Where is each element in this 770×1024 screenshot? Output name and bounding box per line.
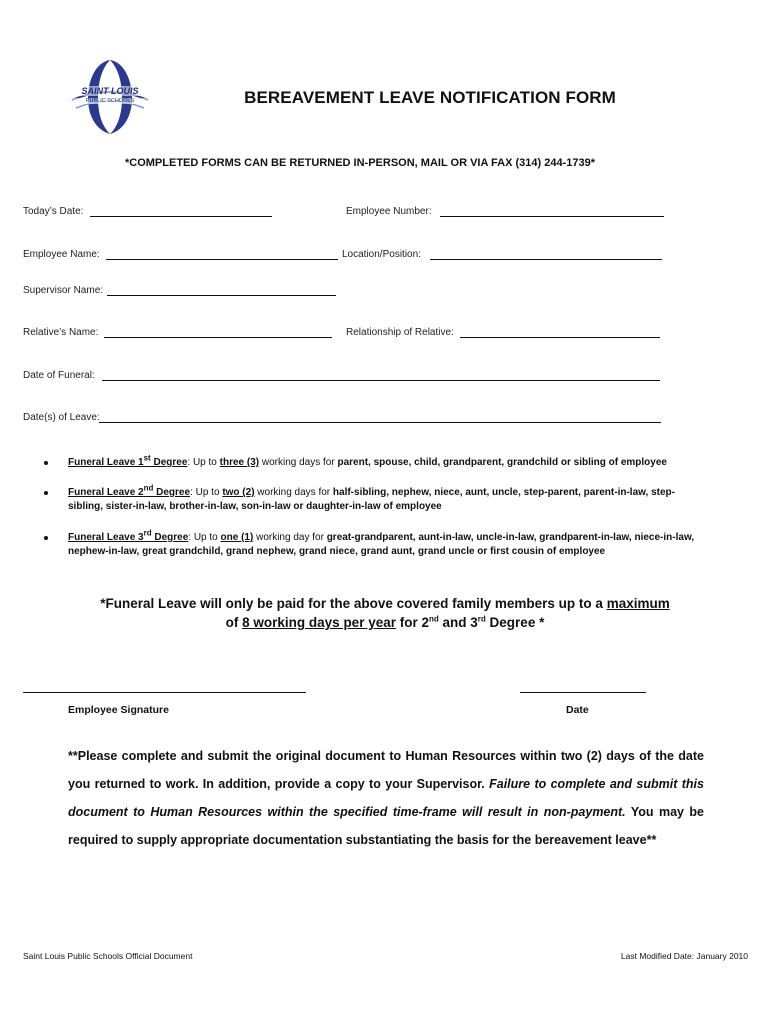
saint-louis-public-schools-logo [62, 56, 158, 136]
degree-heading: Funeral Leave 2nd Degree [68, 483, 191, 498]
list-item: Funeral Leave 1st Degree: Up to three (3) working days for parent, spouse, child, grandparent, grandchild or sibling of employee [38, 456, 708, 470]
leave-limit: two (2) [222, 487, 255, 498]
supervisor-name-field[interactable] [107, 295, 336, 296]
signature-date-field[interactable] [520, 692, 646, 693]
date-of-funeral-label: Date of Funeral: [23, 370, 95, 381]
funeral-leave-note: *Funeral Leave will only be paid for the above covered family members up to a maximum of 8 working days per year for 2nd and 3rd Degree * [100, 596, 670, 630]
covered-relatives: parent, spouse, child, grandparent, grandchild or sibling of employee [337, 457, 667, 468]
dates-of-leave-field[interactable] [99, 422, 661, 423]
form-title: BEREAVEMENT LEAVE NOTIFICATION FORM [244, 88, 616, 107]
covered-relatives: half-sibling, nephew, niece, aunt, uncle, step-parent, parent-in-law, step-sibling, sister-in-law, brother-in-law, son-in-law or daughter-in-law of employee [68, 487, 675, 512]
employee-number-field[interactable] [440, 216, 664, 217]
dates-of-leave-label: Date(s) of Leave: [23, 412, 100, 423]
list-item: Funeral Leave 3rd Degree: Up to one (1) working day for great-grandparent, aunt-in-law, uncle-in-law, grandparent-in-law, niece-in-law, nephew-in-law, great grandchild, grand nephew, grand niece, grand aunt, grand uncle or first cousin of employee [38, 531, 708, 559]
relatives-name-field[interactable] [104, 337, 332, 338]
location-position-field[interactable] [430, 259, 662, 260]
footer-document-label: Saint Louis Public Schools Official Document [23, 951, 193, 961]
bullet-icon [44, 461, 48, 465]
employee-number-label: Employee Number: [346, 206, 432, 217]
bullet-icon [44, 536, 48, 540]
employee-name-label: Employee Name: [23, 249, 100, 260]
location-position-label: Location/Position: [342, 249, 421, 260]
degree-heading: Funeral Leave 1st Degree [68, 453, 188, 468]
degree-heading: Funeral Leave 3rd Degree [68, 528, 189, 543]
footer-modified-date: Last Modified Date: January 2010 [620, 951, 748, 961]
return-instructions: *COMPLETED FORMS CAN BE RETURNED IN-PERSON, MAIL OR VIA FAX (314) 244-1739* [124, 157, 596, 169]
todays-date-field[interactable] [90, 216, 272, 217]
leave-limit: three (3) [219, 457, 260, 468]
date-of-funeral-field[interactable] [102, 380, 660, 381]
relationship-label: Relationship of Relative: [346, 327, 454, 338]
employee-signature-label: Employee Signature [68, 704, 169, 716]
todays-date-label: Today’s Date: [23, 206, 84, 217]
submission-instructions: **Please complete and submit the original document to Human Resources within two (2) days of the date you returned to work. In addition, provide a copy to your Supervisor. Failure to complete and submit this document to Human Resources within the specified time-frame will result in non-payment. You may be required to supply appropriate documentation substantiating the basis for the bereavement leave** [68, 749, 704, 847]
relationship-field[interactable] [460, 337, 660, 338]
bullet-icon [44, 491, 48, 495]
employee-signature-field[interactable] [23, 692, 306, 693]
logo-line1: SAINT LOUIS [68, 86, 152, 96]
employee-name-field[interactable] [106, 259, 338, 260]
leave-limit: one (1) [220, 532, 254, 543]
supervisor-name-label: Supervisor Name: [23, 285, 104, 296]
signature-date-label: Date [566, 704, 589, 716]
relatives-name-label: Relative’s Name: [23, 327, 99, 338]
logo-line2: PUBLIC SCHOOLS [72, 98, 148, 104]
list-item: Funeral Leave 2nd Degree: Up to two (2) working days for half-sibling, nephew, niece, aunt, uncle, step-parent, parent-in-law, step-sibling, sister-in-law, brother-in-law, son-in-law or daughter-in-law of employee [38, 486, 708, 514]
covered-relatives: great-grandparent, aunt-in-law, uncle-in-law, grandparent-in-law, niece-in-law, nephew-in-law, great grandchild, grand nephew, grand niece, grand aunt, grand uncle or first cousin of employee [68, 532, 695, 557]
